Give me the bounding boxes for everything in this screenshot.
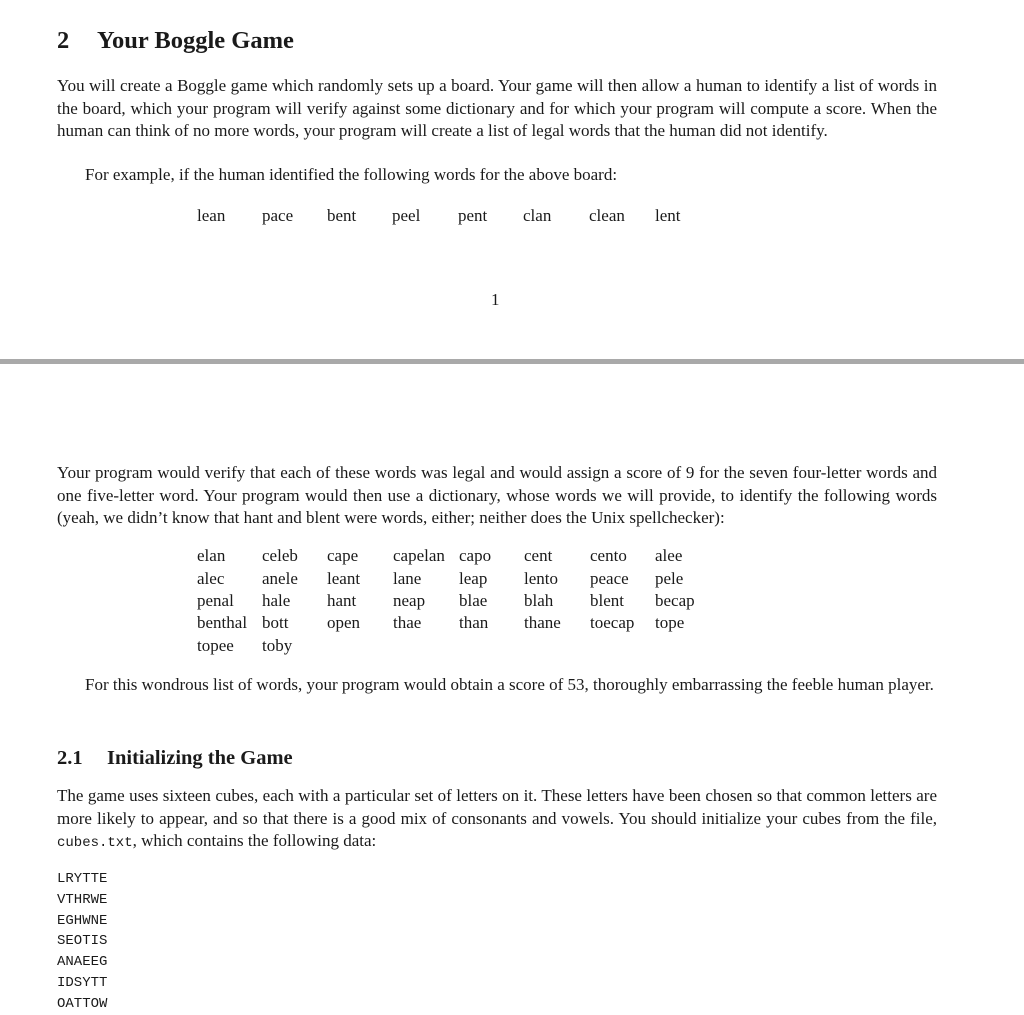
list-item: lento (524, 569, 558, 588)
list-item: leant (327, 569, 361, 588)
list-item: pele (655, 569, 684, 588)
section-number: 2 (57, 27, 70, 54)
list-item: benthal (197, 613, 248, 632)
cube-line: ANAEEG (57, 954, 108, 971)
example-sentence: For example, if the human identified the following words for the above board: (85, 165, 618, 184)
list-item: blent (590, 591, 624, 610)
page-number: 1 (491, 290, 500, 309)
cubes-data (57, 869, 107, 1015)
list-item: hant (327, 591, 357, 610)
list-item: open (327, 613, 361, 632)
list-item: thane (524, 613, 561, 632)
cube-line: VTHRWE (57, 891, 108, 908)
init-paragraph (57, 785, 937, 855)
list-item: lean (197, 206, 226, 225)
list-item: tope (655, 613, 685, 632)
init-paragraph-tail: , which contains the following data: (132, 831, 377, 850)
list-item: neap (393, 591, 426, 610)
filename: cubes.txt (57, 835, 133, 851)
init-paragraph-text: The game uses sixteen cubes, each with a particular set of letters on it. These letters have been chosen so that common letters are more likely to appear, and so that there is a good mix of consonants and vowels. You should initialize your cubes from the file, (57, 786, 937, 828)
list-item: capo (459, 546, 492, 565)
section-title: Your Boggle Game (97, 27, 294, 54)
verify-paragraph: Your program would verify that each of these words was legal and would assign a score of 9 for the seven four-letter words and one five-letter word. Your program would then use a dictionary, whose words we will provide, to identify the following words (yeah, we didn’t know that hant and blent were words, either; neither does the Unix spellchecker): (57, 463, 937, 527)
list-item: thae (393, 613, 422, 632)
list-item: lane (393, 569, 422, 588)
list-item: lent (655, 206, 681, 225)
cube-line: SEOTIS (57, 933, 108, 950)
list-item: alee (655, 546, 683, 565)
list-item: elan (197, 546, 226, 565)
cube-line: IDSYTT (57, 974, 108, 991)
list-item: bott (262, 613, 289, 632)
list-item: bent (327, 206, 357, 225)
list-item: cape (327, 546, 359, 565)
list-item: becap (655, 591, 695, 610)
subsection-number: 2.1 (57, 747, 83, 769)
cube-line: EGHWNE (57, 912, 108, 929)
list-item: pent (458, 206, 488, 225)
subsection-title: Initializing the Game (107, 747, 293, 769)
list-item: alec (197, 569, 225, 588)
list-item: clean (589, 206, 625, 225)
list-item: hale (262, 591, 291, 610)
list-item: topee (197, 636, 234, 655)
list-item: cento (590, 546, 627, 565)
list-item: than (459, 613, 489, 632)
list-item: peel (392, 206, 421, 225)
list-item: blae (459, 591, 488, 610)
score-paragraph: For this wondrous list of words, your program would obtain a score of 53, thoroughly embarrassing the feeble human player. (85, 675, 934, 694)
cube-line: OATTOW (57, 995, 108, 1012)
list-item: celeb (262, 546, 298, 565)
intro-paragraph: You will create a Boggle game which randomly sets up a board. Your game will then allow a human to identify a list of words in the board, which your program will verify against some dictionary and for which your program will compute a score. When the human can think of no more words, your program will create a list of legal words that the human did not identify. (57, 76, 937, 140)
page-divider (0, 359, 1024, 364)
cube-line: LRYTTE (57, 871, 108, 887)
list-item: leap (459, 569, 488, 588)
list-item: clan (523, 206, 552, 225)
list-item: penal (197, 591, 234, 610)
list-item: blah (524, 591, 554, 610)
list-item: toby (262, 636, 293, 655)
list-item: peace (590, 569, 629, 588)
list-item: pace (262, 206, 294, 225)
list-item: cent (524, 546, 553, 565)
list-item: anele (262, 569, 298, 588)
list-item: capelan (393, 546, 445, 565)
list-item: toecap (590, 613, 635, 632)
